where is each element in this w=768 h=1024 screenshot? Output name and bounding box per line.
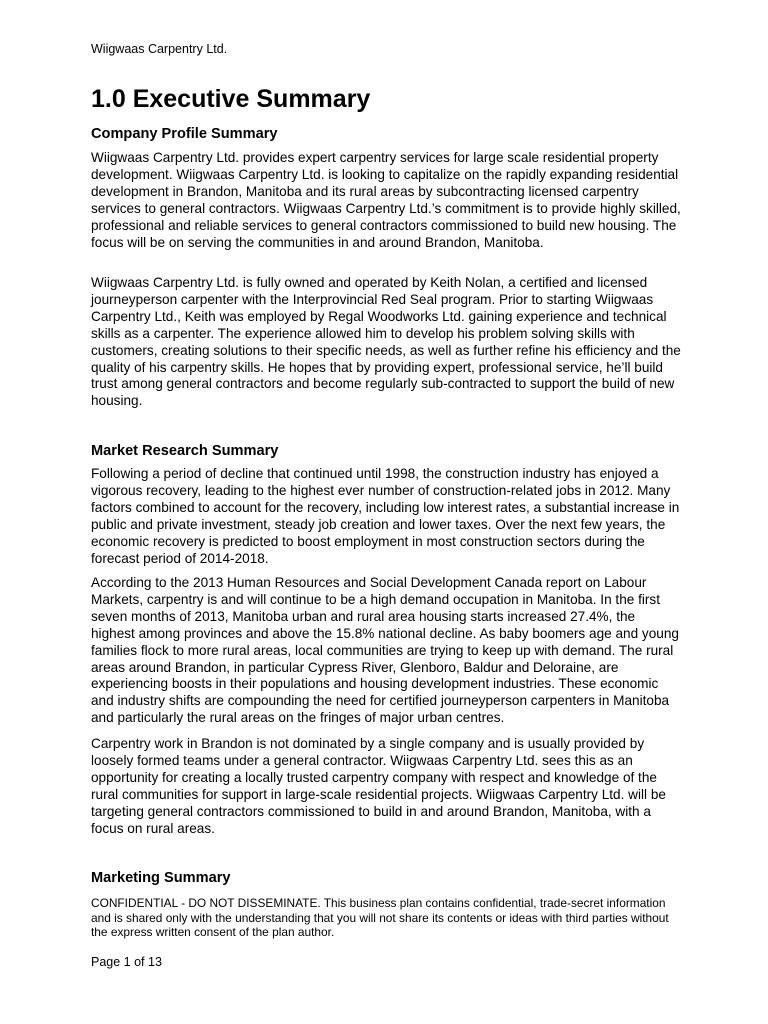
paragraph: Wiigwaas Carpentry Ltd. is fully owned and operated by Keith Nolan, a certified and licensed journeyperson carpenter with the Interprovincial Red Seal program. Prior to starting Wiigwaas Carpentry Ltd., Keith was employed by Regal Woodworks Ltd. gaining experience and technical skills as a carpenter. The experience allowed him to develop his problem solving skills with customers, creating solutions to their specific needs, as well as further refine his efficiency and the quality of his carpentry skills. He hopes that by providing expert, professional service, he’ll build trust among general contractors and become regularly sub-contracted to support the build of new housing. xyxy=(91,275,681,409)
section-heading-company-profile: Company Profile Summary xyxy=(91,126,278,142)
section-heading-market-research: Market Research Summary xyxy=(91,443,279,459)
page-number: Page 1 of 13 xyxy=(91,955,162,969)
section-heading-marketing: Marketing Summary xyxy=(91,870,231,886)
paragraph: Wiigwaas Carpentry Ltd. provides expert carpentry services for large scale residential property development. Wiigwaas Carpentry Ltd. is looking to capitalize on the rapidly expanding residential development in Brandon, Manitoba and its rural areas by subcontracting licensed carpentry services to general contractors. Wiigwaas Carpentry Ltd.’s commitment is to provide highly skilled, professional and reliable services to general contractors commissioned to build new housing. The focus will be on serving the communities in and around Brandon, Manitoba. xyxy=(91,150,681,250)
page-title: 1.0 Executive Summary xyxy=(91,85,371,113)
paragraph: According to the 2013 Human Resources and Social Development Canada report on Labour Markets, carpentry is and will continue to be a high demand occupation in Manitoba. In the first seven months of 2013, Manitoba urban and rural area housing starts increased 27.4%, the highest among provinces and above the 15.8% national decline. As baby boomers age and young families flock to more rural areas, local communities are trying to keep up with demand. The rural areas around Brandon, in particular Cypress River, Glenboro, Baldur and Deloraine, are experiencing boosts in their populations and housing development industries. These economic and industry shifts are compounding the need for certified journeyperson carpenters in Manitoba and particularly the rural areas on the fringes of major urban centres. xyxy=(91,575,679,726)
paragraph: Following a period of decline that continued until 1998, the construction industry has enjoyed a vigorous recovery, leading to the highest ever number of construction-related jobs in 2012. Many factors combined to account for the recovery, including low interest rates, a substantial increase in public and private investment, steady job creation and lower taxes. Over the next few years, the economic recovery is predicted to boost employment in most construction sectors during the forecast period of 2014-2018. xyxy=(91,466,680,566)
confidential-notice: CONFIDENTIAL - DO NOT DISSEMINATE. This business plan contains confidential, trade-secret information and is shared only with the understanding that you will not share its contents or ideas with third parties without the express written consent of the plan author. xyxy=(91,896,669,940)
paragraph: Carpentry work in Brandon is not dominated by a single company and is usually provided by loosely formed teams under a general contractor. Wiigwaas Carpentry Ltd. sees this as an opportunity for creating a locally trusted carpentry company with respect and knowledge of the rural communities for support in large-scale residential projects. Wiigwaas Carpentry Ltd. will be targeting general contractors commissioned to build in and around Brandon, Manitoba, with a focus on rural areas. xyxy=(91,736,666,836)
running-header: Wiigwaas Carpentry Ltd. xyxy=(91,42,228,56)
